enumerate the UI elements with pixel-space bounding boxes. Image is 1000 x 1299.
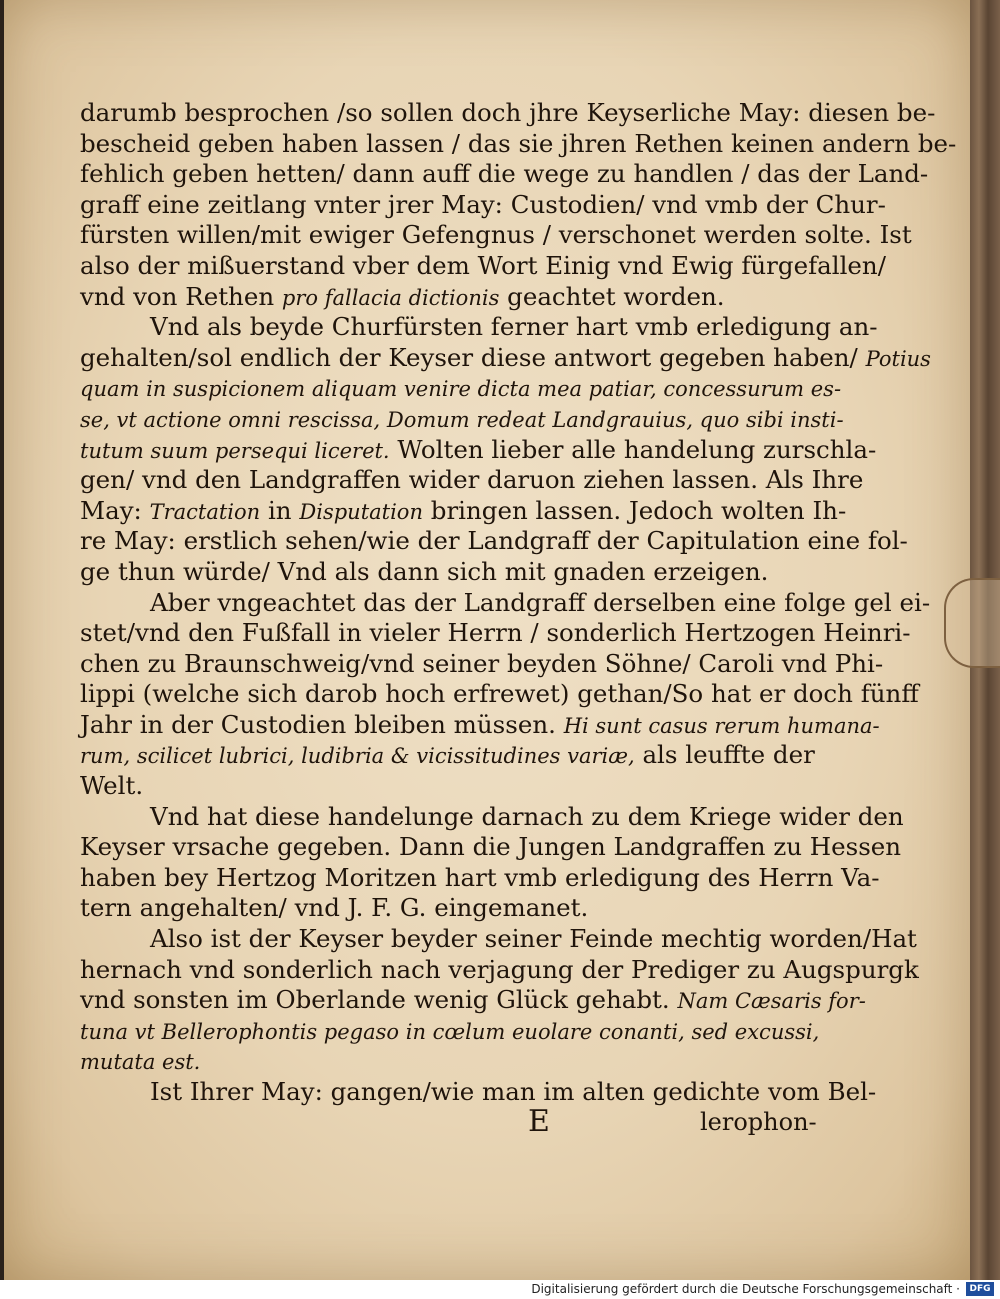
latin-text: tutum suum persequi liceret. bbox=[80, 438, 390, 463]
text-line bbox=[80, 985, 866, 1016]
text-line bbox=[80, 465, 864, 496]
text-line bbox=[80, 618, 911, 649]
latin-text: tuna vt Bellerophontis pegaso in cœlum euolare conanti, sed excussi, bbox=[80, 1019, 820, 1044]
text-line bbox=[80, 740, 820, 771]
latin-text: Hi sunt casus rerum humana- bbox=[563, 713, 880, 738]
signature-mark: E bbox=[528, 1104, 550, 1139]
latin-text: Potius bbox=[865, 346, 931, 371]
text-line bbox=[80, 342, 931, 374]
footer-credit: Digitalisierung gefördert durch die Deutsche Forschungsgemeinschaft · bbox=[531, 1282, 960, 1296]
text-line bbox=[80, 1077, 877, 1108]
text-line bbox=[80, 1016, 820, 1047]
text-line bbox=[80, 1046, 820, 1077]
text-line bbox=[80, 893, 820, 924]
german-text: in bbox=[260, 495, 300, 525]
text-line bbox=[80, 954, 919, 986]
text-line bbox=[80, 648, 884, 680]
german-text: stet/vnd den Fußfall in vieler Herrn / sonderlich Hertzogen Heinri- bbox=[80, 618, 911, 648]
german-text: vnd von Rethen bbox=[80, 281, 282, 311]
text-line bbox=[80, 250, 886, 282]
text-line bbox=[80, 771, 820, 802]
german-text: Also ist der Keyser beyder seiner Feinde mechtig worden/Hat bbox=[150, 924, 917, 954]
catchword: lerophon- bbox=[700, 1108, 817, 1136]
footer bbox=[0, 1280, 1000, 1299]
latin-text: mutata est. bbox=[80, 1050, 201, 1075]
text-line bbox=[80, 404, 844, 435]
latin-text: rum, scilicet lubrici, ludibria & vicissitudines variæ, bbox=[80, 744, 635, 769]
german-text: Vnd als beyde Churfürsten ferner hart vmb erledigung an- bbox=[150, 312, 878, 342]
german-text: tern angehalten/ vnd J. F. G. eingemanet. bbox=[80, 893, 589, 923]
text-line bbox=[80, 98, 936, 129]
latin-text: quam in suspicionem aliquam venire dicta mea patiar, concessurum es- bbox=[80, 377, 842, 402]
german-text: darumb besprochen /so sollen doch jhre Keyserliche May: diesen be- bbox=[80, 98, 936, 127]
text-line bbox=[80, 862, 880, 894]
german-text: chen zu Braunschweig/vnd seiner beyden Söhne/ Caroli vnd Phi- bbox=[80, 648, 884, 678]
german-text: vnd sonsten im Oberlande wenig Glück gehabt. bbox=[80, 985, 678, 1015]
german-text: hernach vnd sonderlich nach verjagung der Prediger zu Augspurgk bbox=[80, 954, 919, 984]
page-edge-tab bbox=[944, 578, 1000, 668]
text-line bbox=[80, 434, 877, 466]
text-line bbox=[80, 159, 929, 190]
german-text: haben bey Hertzog Moritzen hart vmb erledigung des Herrn Va- bbox=[80, 862, 880, 892]
text-line bbox=[80, 495, 847, 527]
text-line bbox=[80, 312, 878, 343]
text-line bbox=[80, 679, 919, 710]
german-text: fürsten willen/mit ewiger Gefengnus / verschonet werden solte. Ist bbox=[80, 220, 912, 250]
text-line bbox=[80, 373, 842, 404]
text-line bbox=[80, 189, 886, 221]
german-text: Aber vngeachtet das der Landgraff derselben eine folge gel ei- bbox=[150, 587, 931, 617]
german-text: ge thun würde/ Vnd als dann sich mit gnaden erzeigen. bbox=[80, 556, 769, 586]
text-line bbox=[80, 587, 931, 619]
text-line bbox=[80, 924, 917, 955]
german-text: also der mißuerstand vber dem Wort Einig vnd Ewig fürgefallen/ bbox=[80, 250, 886, 280]
german-text: gen/ vnd den Landgraffen wider daruon ziehen lassen. Als Ihre bbox=[80, 465, 864, 495]
latin-text: Nam Cæsaris for- bbox=[677, 989, 866, 1014]
text-line bbox=[80, 282, 820, 313]
text-line bbox=[80, 220, 912, 251]
latin-text: pro fallacia dictionis bbox=[281, 285, 500, 310]
text-line bbox=[80, 557, 820, 588]
german-text: Jahr in der Custodien bleiben müssen. bbox=[80, 709, 564, 739]
latin-text: Disputation bbox=[299, 499, 423, 524]
german-text: fehlich geben hetten/ dann auff die wege zu handlen / das der Land- bbox=[80, 159, 929, 189]
latin-text: se, vt actione omni rescissa, Domum redeat Landgrauius, quo sibi insti- bbox=[80, 407, 844, 432]
text-line bbox=[80, 526, 908, 557]
latin-text: Tractation bbox=[149, 499, 261, 524]
german-text: Keyser vrsache gegeben. Dann die Jungen Landgraffen zu Hessen bbox=[80, 832, 902, 862]
german-text: bescheid geben haben lassen / das sie jhren Rethen keinen andern be- bbox=[80, 128, 957, 158]
german-text: bringen lassen. Jedoch wolten Ih- bbox=[422, 495, 847, 525]
german-text: May: bbox=[80, 495, 150, 525]
german-text: re May: erstlich sehen/wie der Landgraff der Capitulation eine fol- bbox=[80, 526, 908, 556]
page-text bbox=[80, 98, 957, 1108]
german-text: lippi (welche sich darob hoch erfrewet) gethan/So hat er doch fünff bbox=[80, 679, 919, 709]
german-text: als leuffte der bbox=[634, 740, 815, 770]
german-text: geachtet worden. bbox=[499, 281, 725, 311]
german-text: Welt. bbox=[80, 771, 144, 801]
german-text: Wolten lieber alle handelung zurschla- bbox=[389, 434, 877, 464]
german-text: gehalten/sol endlich der Keyser diese antwort gegeben haben/ bbox=[80, 342, 866, 372]
german-text: Ist Ihrer May: gangen/wie man im alten gedichte vom Bel- bbox=[150, 1077, 877, 1106]
dfg-logo: DFG bbox=[966, 1282, 994, 1296]
text-line bbox=[80, 832, 902, 863]
text-line bbox=[80, 128, 957, 160]
german-text: graff eine zeitlang vnter jrer May: Custodien/ vnd vmb der Chur- bbox=[80, 189, 886, 219]
german-text: Vnd hat diese handelunge darnach zu dem Kriege wider den bbox=[150, 801, 904, 831]
text-line bbox=[80, 801, 904, 833]
text-line bbox=[80, 709, 880, 741]
